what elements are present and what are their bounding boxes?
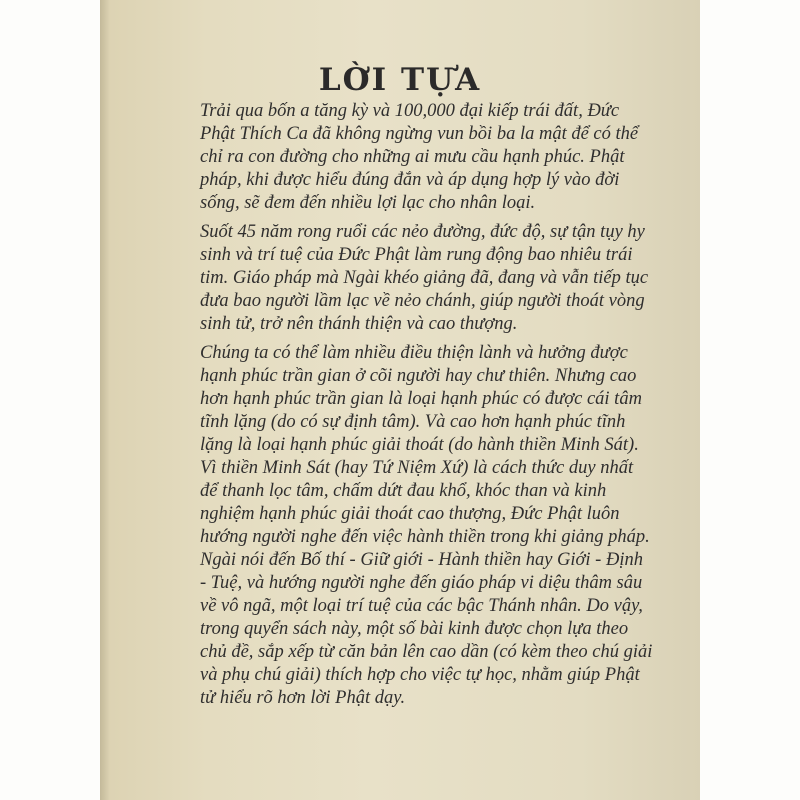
text-line: Chúng ta có thể làm nhiều điều thiện lành và hưởng được: [200, 343, 628, 363]
text-line: đưa bao người lầm lạc về nẻo chánh, giúp người thoát vòng: [200, 291, 645, 311]
text-line: về vô ngã, một loại trí tuệ của các bậc Thánh nhân. Do vậy,: [200, 596, 643, 616]
text-line: tử hiểu rõ hơn lời Phật dạy.: [200, 688, 406, 708]
text-line: tĩnh lặng (do có sự định tâm). Và cao hơn hạnh phúc tĩnh: [200, 412, 626, 432]
text-line: chỉ ra con đường cho những ai mưu cầu hạnh phúc. Phật: [200, 147, 625, 167]
text-line: Phật Thích Ca đã không ngừng vun bồi ba la mật để có thể: [200, 124, 639, 144]
paragraph-1: [200, 100, 688, 215]
text-line: hướng người nghe đến việc hành thiền trong khi giảng pháp.: [200, 527, 650, 547]
text-line: Trải qua bốn a tăng kỳ và 100,000 đại kiếp trái đất, Đức: [200, 101, 620, 121]
text-line: nghiệm hạnh phúc giải thoát cao thượng, Đức Phật luôn: [200, 504, 620, 524]
text-line: tim. Giáo pháp mà Ngài khéo giảng đã, đang và vẫn tiếp tục: [200, 268, 649, 288]
page-title: LỜI TỰA: [318, 62, 482, 98]
text-line: sinh tử, trở nên thánh thiện và cao thượng.: [200, 314, 518, 334]
text-line: và phụ chú giải) thích hợp cho việc tự học, nhằm giúp Phật: [200, 665, 640, 685]
text-line: Vì thiền Minh Sát (hay Tứ Niệm Xứ) là cách thức duy nhất: [200, 458, 634, 478]
text-line: pháp, khi được hiểu đúng đắn và áp dụng hợp lý vào đời: [200, 170, 620, 190]
text-line: hạnh phúc trần gian ở cõi người hay chư thiên. Nhưng cao: [200, 366, 637, 386]
text-line: hơn hạnh phúc trần gian là loại hạnh phúc có được cái tâm: [200, 389, 642, 409]
body-text: [200, 100, 688, 710]
text-line: sống, sẽ đem đến nhiều lợi lạc cho nhân loại.: [200, 193, 536, 213]
text-line: lặng là loại hạnh phúc giải thoát (do hành thiền Minh Sát).: [200, 435, 639, 455]
text-line: trong quyển sách này, một số bài kinh được chọn lựa theo: [200, 619, 629, 639]
text-line: chủ đề, sắp xếp từ căn bản lên cao dần (có kèm theo chú giải: [200, 642, 653, 662]
paragraph-3: [200, 342, 688, 710]
text-line: để thanh lọc tâm, chấm dứt đau khổ, khóc than và kinh: [200, 481, 607, 501]
text-line: Ngài nói đến Bố thí - Giữ giới - Hành thiền hay Giới - Định: [200, 550, 643, 570]
text-line: sinh và trí tuệ của Đức Phật làm rung động bao nhiêu trái: [200, 245, 633, 265]
page-gutter-shadow: [100, 0, 110, 800]
text-line: - Tuệ, và hướng người nghe đến giáo pháp vi diệu thâm sâu: [200, 573, 643, 593]
paragraph-2: [200, 221, 688, 336]
text-line: Suốt 45 năm rong ruổi các nẻo đường, đức độ, sự tận tụy hy: [200, 222, 645, 242]
